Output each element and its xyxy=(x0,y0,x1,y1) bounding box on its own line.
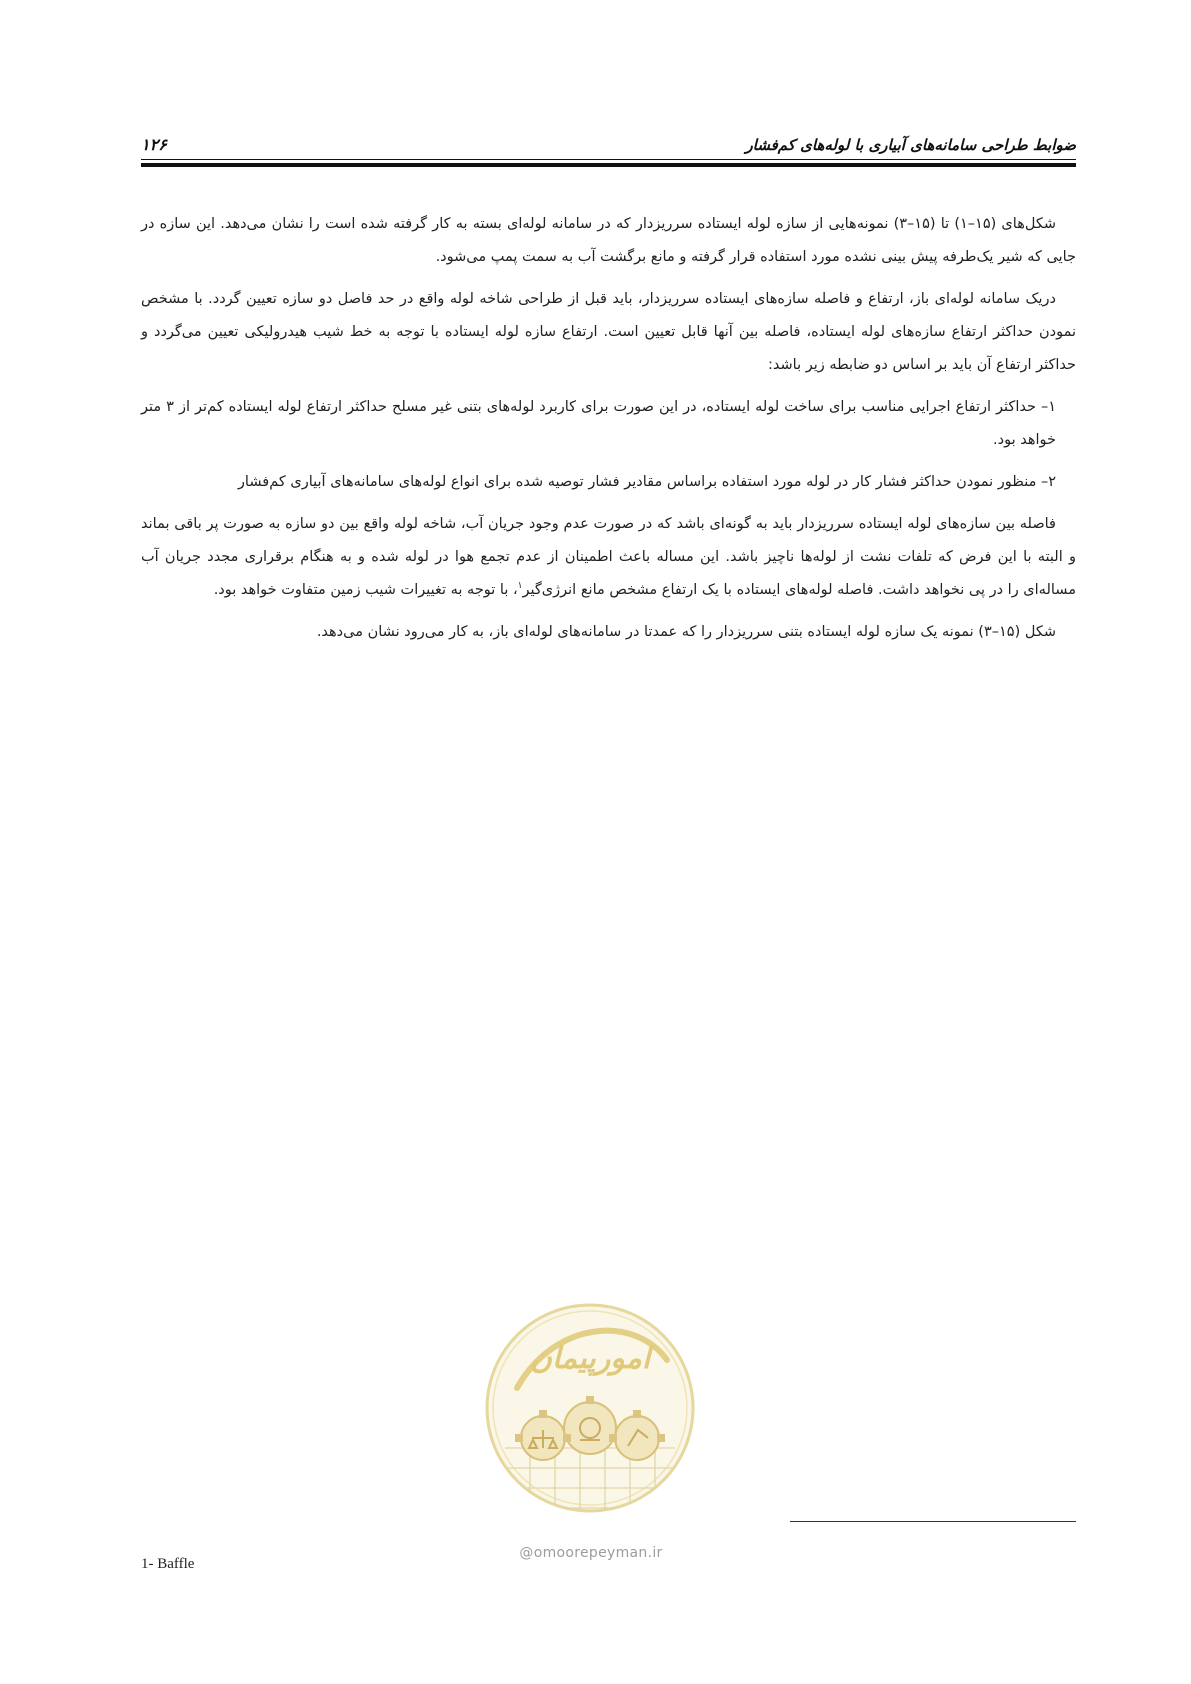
watermark-logo-icon xyxy=(485,1290,695,1540)
paragraph-4: شکل (۱۵–۳) نمونه یک سازه لوله ایستاده بتنی سرریزدار را که عمدتا در سامانه‌های لوله‌ای باز، به کار می‌رود نشان می‌دهد. xyxy=(316,624,1056,640)
watermark-caption-text: omoorepeyman.ir xyxy=(533,1545,663,1561)
paragraph-1: شکل‌های (۱۵–۱) تا (۱۵–۳) نمونه‌هایی از سازه لوله ایستاده سرریزدار که در سامانه لوله‌ای بسته به کار گرفته شده است را نشان می‌دهد. این سازه در جایی که شیر یک‌طرفه پیش بینی نشده مورد استفاده قرار گرفته و مانع برگشت آب به سمت پمپ می‌شود. xyxy=(141,216,1076,265)
page-number: ۱۲۶ xyxy=(141,135,167,154)
list-item-1: ۱– حداکثر ارتفاع اجرایی مناسب برای ساخت لوله ایستاده، در این صورت برای کاربرد لوله‌های بتنی غیر مسلح حداکثر ارتفاع لوله ایستاده کم‌تر از ۳ متر خواهد بود. xyxy=(141,399,1056,448)
header-rule-thick xyxy=(141,163,1076,167)
watermark-logo-text: امورپیمان xyxy=(529,1341,651,1376)
at-icon: @ xyxy=(519,1545,534,1561)
paragraph-3 xyxy=(141,508,1076,607)
footnote-ref: ۱ xyxy=(517,581,523,592)
running-header xyxy=(141,128,1076,154)
header-rule-thin xyxy=(141,159,1076,160)
footnote: 1- Baffle xyxy=(141,1556,195,1572)
watermark-logo xyxy=(485,1290,695,1540)
watermark-caption xyxy=(484,1545,698,1561)
body-text xyxy=(141,208,1076,658)
paragraph-2: دریک سامانه لوله‌ای باز، ارتفاع و فاصله سازه‌های ایستاده سرریزدار، باید قبل از طراحی شاخه لوله واقع در حد فاصل دو سازه تعیین گردد. با مشخص نمودن حداکثر ارتفاع سازه‌های لوله ایستاده، فاصله بین آنها قابل تعیین است. ارتفاع سازه لوله ایستاده با توجه به خط شیب هیدرولیکی تعیین می‌گردد و حداکثر ارتفاع آن باید بر اساس دو ضابطه زیر باشد: xyxy=(141,291,1076,373)
list-item-2: ۲– منظور نمودن حداکثر فشار کار در لوله مورد استفاده براساس مقادیر فشار توصیه شده برای انواع لوله‌های سامانه‌های آبیاری کم‌فشار xyxy=(237,474,1056,490)
paragraph-3-tail: ، با توجه به تغییرات شیب زمین متفاوت خواهد بود. xyxy=(213,582,518,598)
paragraph-3-main: فاصله بین سازه‌های لوله ایستاده سرریزدار باید به گونه‌ای باشد که در صورت عدم وجود جریان آب، شاخه لوله واقع بین دو سازه به صورت پر باقی بماند و البته با این فرض که تلفات نشت از لوله‌ها ناچیز باشد. این مساله باعث اطمینان از عدم تجمع هوا در لوله شده و به هنگام برقراری مجدد جریان آب مساله‌ای را در پی نخواهد داشت. فاصله لوله‌های ایستاده با یک ارتفاع مشخص مانع انرژی‌گیر xyxy=(141,516,1076,598)
header-title: ضوابط طراحی سامانه‌های آبیاری با لوله‌های کم‌فشار xyxy=(745,136,1076,154)
footnote-separator xyxy=(790,1521,1076,1522)
